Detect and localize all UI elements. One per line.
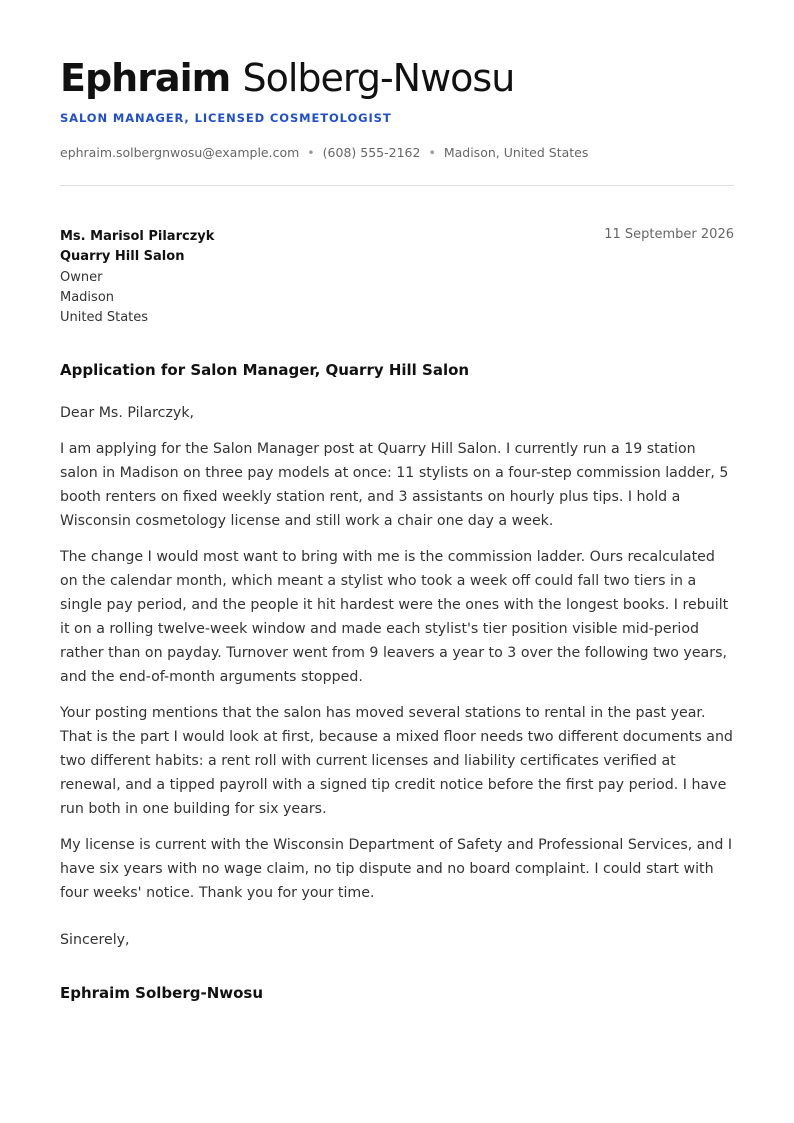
contact-email: ephraim.solbergnwosu@example.com [60, 145, 300, 160]
applicant-first-name: Ephraim [60, 56, 231, 100]
letter-subject: Application for Salon Manager, Quarry Hill Salon [60, 361, 470, 379]
contact-separator: • [307, 145, 315, 160]
signature: Ephraim Solberg-Nwosu [60, 984, 264, 1002]
salutation: Dear Ms. Pilarczyk, [60, 405, 195, 421]
contact-separator: • [428, 145, 436, 160]
body-paragraph: My license is current with the Wisconsin Department of Safety and Professional Services, and I have six years with no wage claim, no tip dispute and no board complaint. I could start with four weeks' notice. Thank you for your time. [60, 837, 733, 901]
recipient-city: Madison [60, 289, 115, 305]
header-divider [60, 185, 734, 186]
letter-date: 11 September 2026 [604, 227, 734, 242]
recipient-country: United States [60, 310, 149, 326]
contact-line [60, 145, 588, 160]
contact-location: Madison, United States [443, 145, 589, 160]
recipient-company: Quarry Hill Salon [60, 249, 185, 265]
body-paragraph: I am applying for the Salon Manager post at Quarry Hill Salon. I currently run a 19 station salon in Madison on three pay models at once: 11 stylists on a four-step commission ladder, 5 booth renters on fixed weekly station rent, and 3 assistants on hourly plus tips. I hold a Wisconsin cosmetology license and still work a chair one day a week. [60, 441, 729, 529]
letter-body [60, 401, 734, 917]
recipient-title: Owner [60, 269, 103, 285]
recipient-name: Ms. Marisol Pilarczyk [60, 229, 215, 244]
body-paragraph: The change I would most want to bring with me is the commission ladder. Ours recalculated on the calendar month, which meant a stylist who took a week off could fall two tiers in a single pay period, and the people it hit hardest were the ones with the longest books. I rebuilt it on a rolling twelve-week window and made each stylist's tier position visible mid-period rather than on payday. Turnover went from 9 leavers a year to 3 over the following two years, and the end-of-month arguments stopped. [60, 549, 729, 685]
body-paragraph: Your posting mentions that the salon has moved several stations to rental in the past year. That is the part I would look at first, because a mixed floor needs two different documents and two different habits: a rent roll with current licenses and liability certificates verified at renewal, and a tipped payroll with a signed tip credit notice before the first pay period. I have run both in one building for six years. [60, 705, 733, 817]
applicant-role: SALON MANAGER, LICENSED COSMETOLOGIST [60, 111, 392, 125]
applicant-name [60, 54, 514, 102]
contact-phone: (608) 555-2162 [322, 145, 421, 160]
recipient-block [60, 227, 214, 328]
applicant-last-name: Solberg-Nwosu [242, 56, 515, 100]
closing: Sincerely, [60, 932, 130, 948]
